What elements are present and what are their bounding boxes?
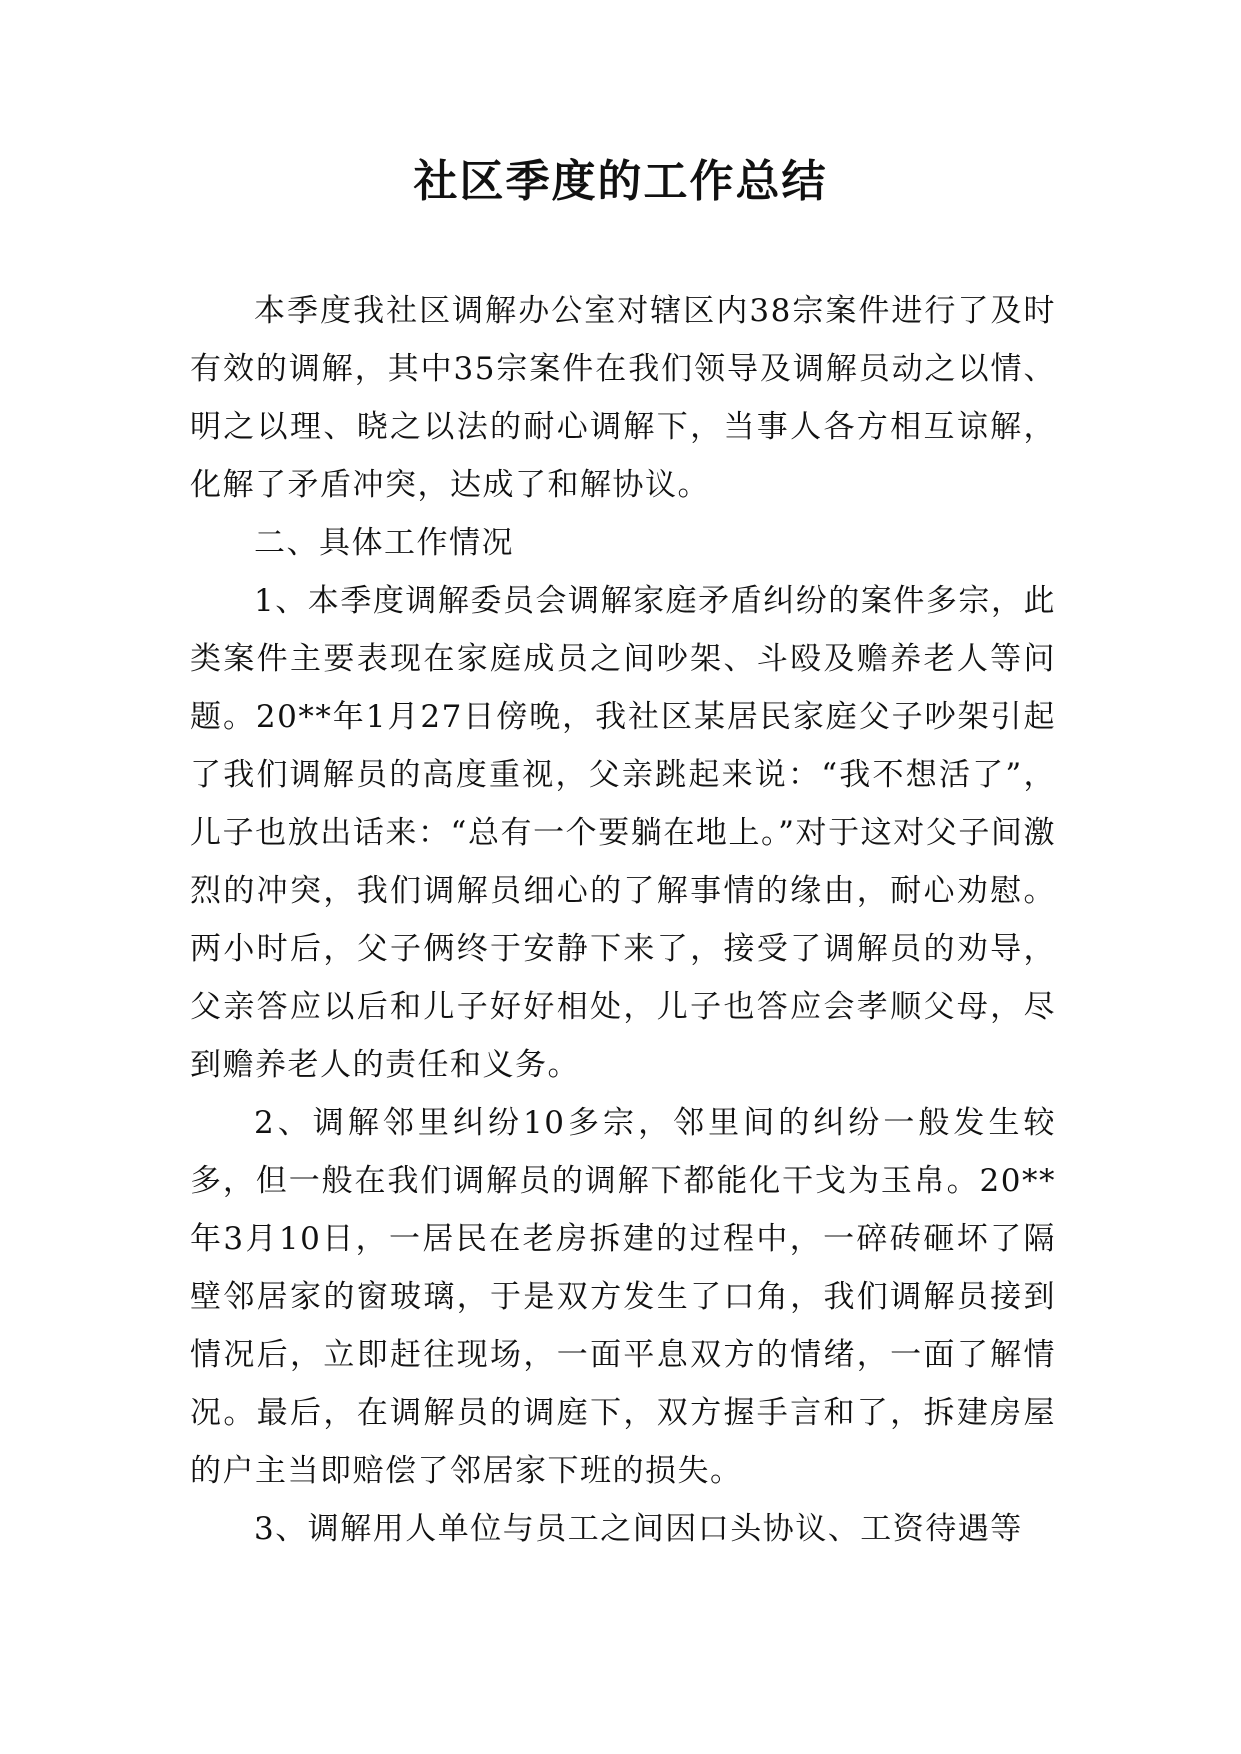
paragraph-item-2-neighbor-disputes: 2、调解邻里纠纷10多宗，邻里间的纠纷一般发生较多，但一般在我们调解员的调解下都能化干戈为玉帛。20**年3月10日，一居民在老房拆建的过程中，一碎砖砸坏了隔壁邻居家的窗玻璃，于是双方发生了口角，我们调解员接到情况后，立即赶往现场，一面平息双方的情绪，一面了解情况。最后，在调解员的调庭下，双方握手言和了，拆建房屋的户主当即赔偿了邻居家下班的损失。: [190, 1105, 1056, 1489]
document-title: 社区季度的工作总结: [413, 156, 828, 207]
paragraph-summary: 本季度我社区调解办公室对辖区内38宗案件进行了及时有效的调解，其中35宗案件在我们领导及调解员动之以情、明之以理、晓之以法的耐心调解下，当事人各方相互谅解，化解了矛盾冲突，达成了和解协议。: [190, 293, 1056, 503]
section-heading-work-details: 二、具体工作情况: [254, 525, 514, 561]
paragraph-item-1-family-disputes: 1、本季度调解委员会调解家庭矛盾纠纷的案件多宗，此类案件主要表现在家庭成员之间吵架、斗殴及赡养老人等问题。20**年1月27日傍晚，我社区某居民家庭父子吵架引起了我们调解员的高度重视，父亲跳起来说：“我不想活了”，儿子也放出话来：“总有一个要躺在地上。”对于这对父子间激烈的冲突，我们调解员细心的了解事情的缘由，耐心劝慰。两小时后，父子俩终于安静下来了，接受了调解员的劝导，父亲答应以后和儿子好好相处，儿子也答应会孝顺父母，尽到赡养老人的责任和义务。: [190, 583, 1056, 1083]
paragraph-item-3-employment-disputes: 3、调解用人单位与员工之间因口头协议、工资待遇等: [254, 1511, 1023, 1547]
document-body: [190, 282, 1056, 1558]
